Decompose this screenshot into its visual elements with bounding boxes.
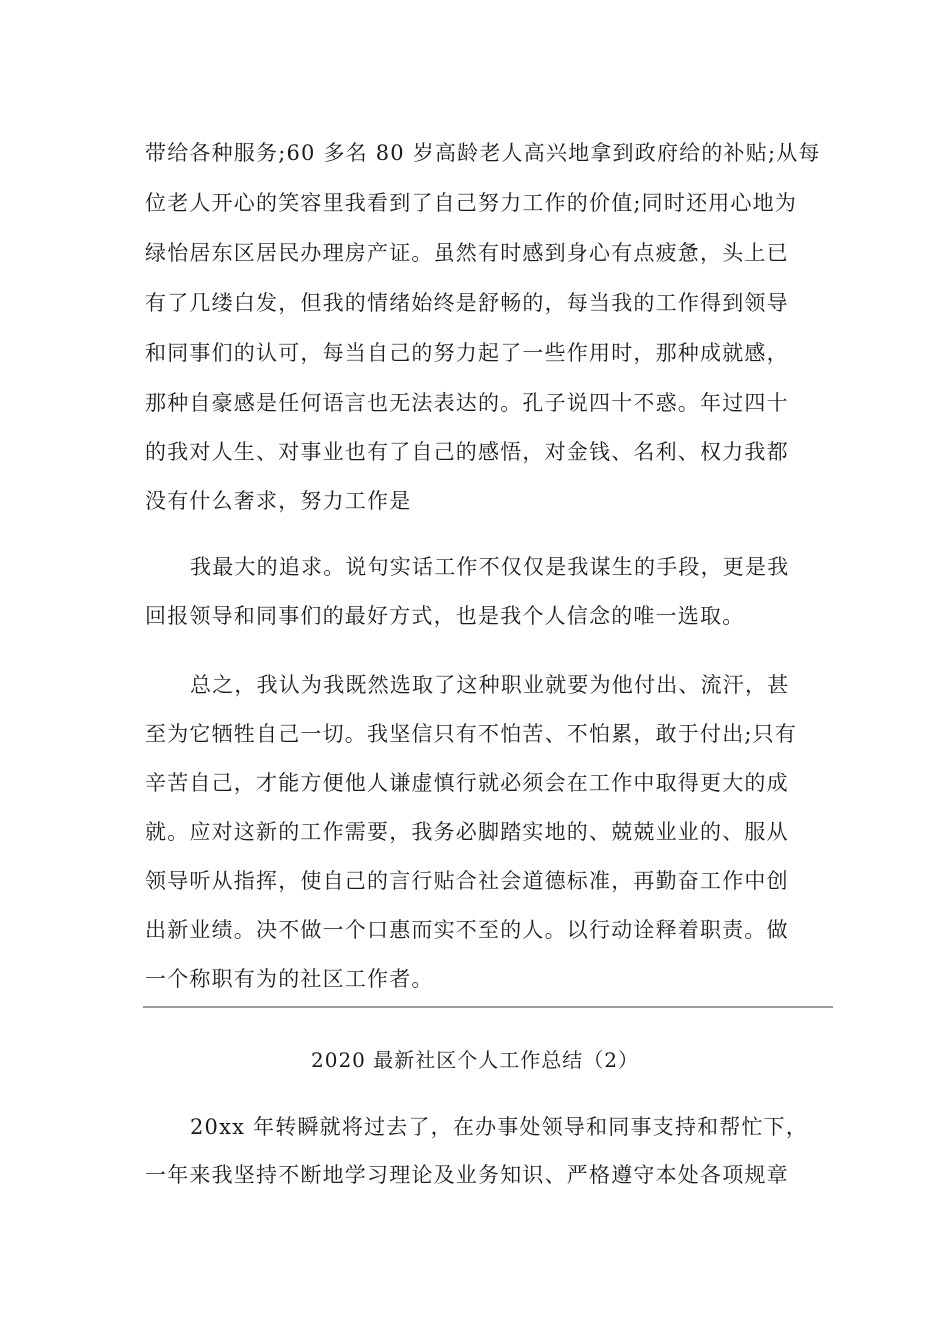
paragraph-line: 辛苦自己，才能方便他人谦虚慎行就必须会在工作中取得更大的成 bbox=[145, 771, 789, 795]
paragraph-line: 一个称职有为的社区工作者。 bbox=[145, 967, 434, 991]
paragraph-line: 领导听从指挥，使自己的言行贴合社会道德标准，再勤奋工作中创 bbox=[145, 869, 789, 893]
paragraph-line: 20xx 年转瞬就将过去了，在办事处领导和同事支持和帮忙下， bbox=[190, 1115, 809, 1139]
paragraph-line: 和同事们的认可，每当自己的努力起了一些作用时，那种成就感， bbox=[145, 341, 789, 365]
paragraph-line: 总之，我认为我既然选取了这种职业就要为他付出、流汗，甚 bbox=[190, 673, 790, 697]
paragraph-line: 出新业绩。决不做一个口惠而实不至的人。以行动诠释着职责。做 bbox=[145, 918, 789, 942]
paragraph-line: 绿怡居东区居民办理房产证。虽然有时感到身心有点疲惫，头上已 bbox=[145, 241, 789, 265]
paragraph-line: 那种自豪感是任何语言也无法表达的。孔子说四十不惑。年过四十 bbox=[145, 391, 789, 415]
section-divider bbox=[143, 1006, 833, 1008]
section-title: 2020 最新社区个人工作总结（2） bbox=[311, 1048, 639, 1072]
paragraph-line: 一年来我坚持不断地学习理论及业务知识、严格遵守本处各项规章 bbox=[145, 1163, 789, 1187]
paragraph-line: 至为它牺牲自己一切。我坚信只有不怕苦、不怕累，敢于付出;只有 bbox=[145, 722, 798, 746]
paragraph-line: 有了几缕白发，但我的情绪始终是舒畅的，每当我的工作得到领导 bbox=[145, 291, 789, 315]
paragraph-line: 带给各种服务;60 多名 80 岁高龄老人高兴地拿到政府给的补贴;从每 bbox=[145, 141, 821, 165]
paragraph-line: 就。应对这新的工作需要，我务必脚踏实地的、兢兢业业的、服从 bbox=[145, 820, 789, 844]
paragraph-line: 我最大的追求。说句实话工作不仅仅是我谋生的手段，更是我 bbox=[190, 555, 790, 579]
paragraph-line: 位老人开心的笑容里我看到了自己努力工作的价值;同时还用心地为 bbox=[145, 191, 798, 215]
paragraph-line: 回报领导和同事们的最好方式，也是我个人信念的唯一选取。 bbox=[145, 604, 745, 628]
paragraph-line: 没有什么奢求，努力工作是 bbox=[145, 489, 412, 513]
paragraph-line: 的我对人生、对事业也有了自己的感悟，对金钱、名利、权力我都 bbox=[145, 440, 789, 464]
